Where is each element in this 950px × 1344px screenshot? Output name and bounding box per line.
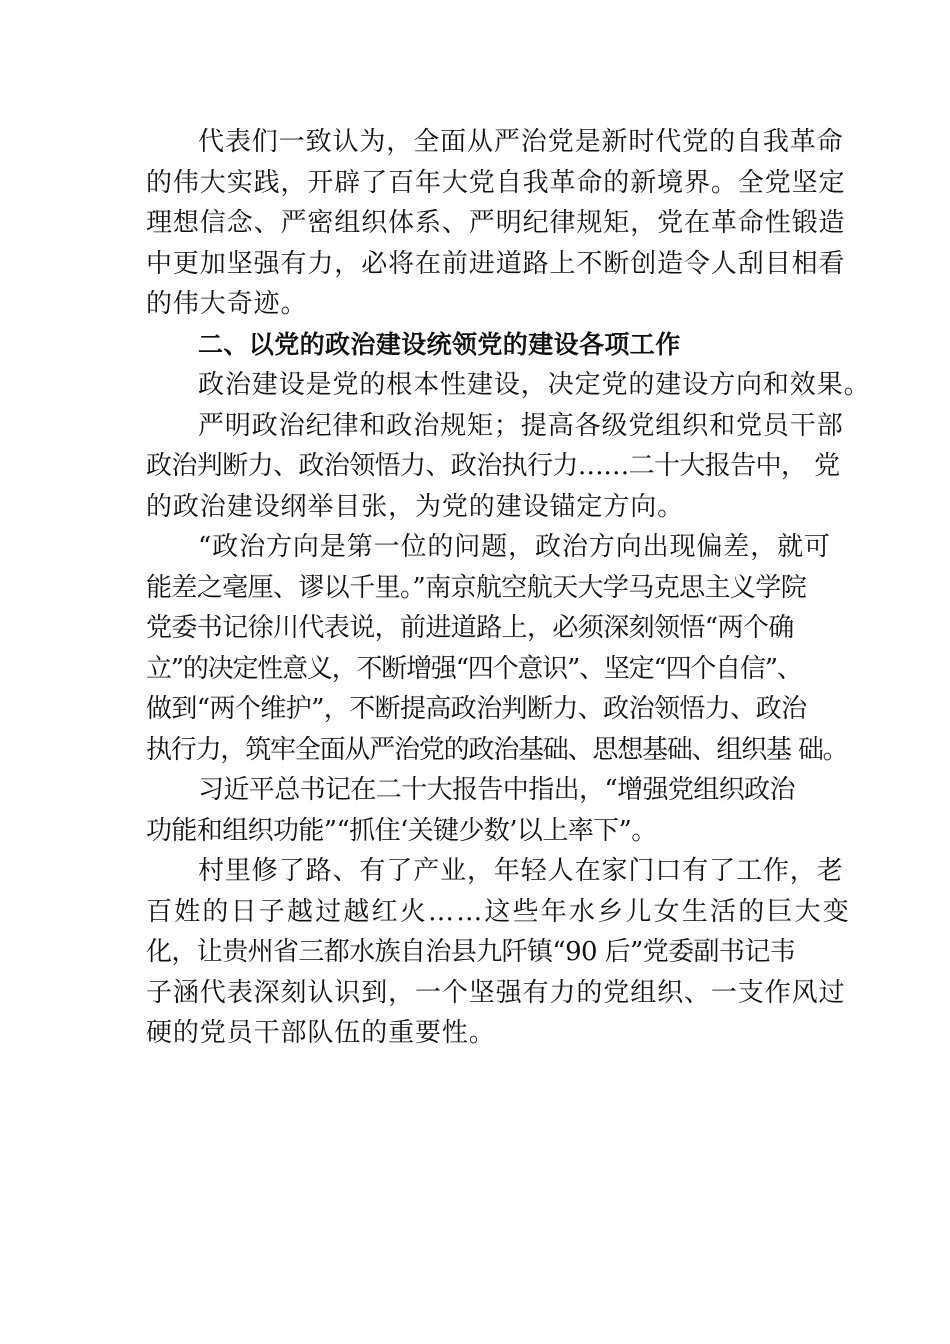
text-line: 党委书记徐川代表说，前进道路上，必须深刻领悟“两个确 [146, 613, 794, 643]
text-line: 执行力，筑牢全面从严治党的政治基础、思想基础、组织基 础。 [146, 734, 848, 765]
text-line: 严明政治纪律和政治规矩；提高各级党组织和党员干部 [198, 410, 844, 441]
text-line: 能差之毫厘、谬以千里。”南京航空航天大学马克思主义学院 [146, 572, 807, 603]
text-line: 政治判断力、政治领悟力、政治执行力……二十大报告中， 党 [146, 451, 840, 481]
text-line: 习近平总书记在二十大报告中指出，“增强党组织政治 [198, 775, 795, 805]
text-line: 立”的决定性意义，不断增强“四个意识”、坚定“四个自信”、 [146, 653, 802, 684]
section-heading: 二、以党的政治建设统领党的建设各项工作 [198, 329, 681, 359]
text-line: 功能和组织功能”“抓住‘关键少数’以上率下”。 [146, 815, 657, 846]
text-line: 做到“两个维护”，不断提高政治判断力、政治领悟力、政治 [146, 694, 807, 724]
text-line: 化，让贵州省三都水族自治县九阡镇“90 后”党委副书记韦 [146, 937, 796, 967]
text-line: 政治建设是党的根本性建设，决定党的建设方向和效果。 [198, 370, 871, 400]
text-line: 的政治建设纲举目张，为党的建设锚定方向。 [146, 491, 685, 522]
text-line: 的伟大实践，开辟了百年大党自我革命的新境界。全党坚定 [146, 167, 846, 198]
text-line: 理想信念、严密组织体系、严明纪律规矩，党在革命性锻造 [146, 208, 846, 238]
text-line: 百姓的日子越过越红火……这些年水乡儿女生活的巨大变 [146, 896, 852, 927]
text-line: “政治方向是第一位的问题，政治方向出现偏差，就可 [198, 532, 831, 562]
text-line: 代表们一致认为，全面从严治党是新时代党的自我革命 [198, 127, 844, 157]
text-line: 村里修了路、有了产业，年轻人在家门口有了工作，老 [198, 856, 844, 886]
document-body [146, 122, 871, 1054]
text-line: 中更加坚强有力，必将在前进道路上不断创造令人刮目相看 [146, 248, 846, 279]
text-line: 子涵代表深刻认识到，一个坚强有力的党组织、一支作风过 [146, 977, 846, 1008]
text-line: 的伟大奇迹。 [146, 289, 308, 319]
text-line: 硬的党员干部队伍的重要性。 [146, 1018, 496, 1048]
